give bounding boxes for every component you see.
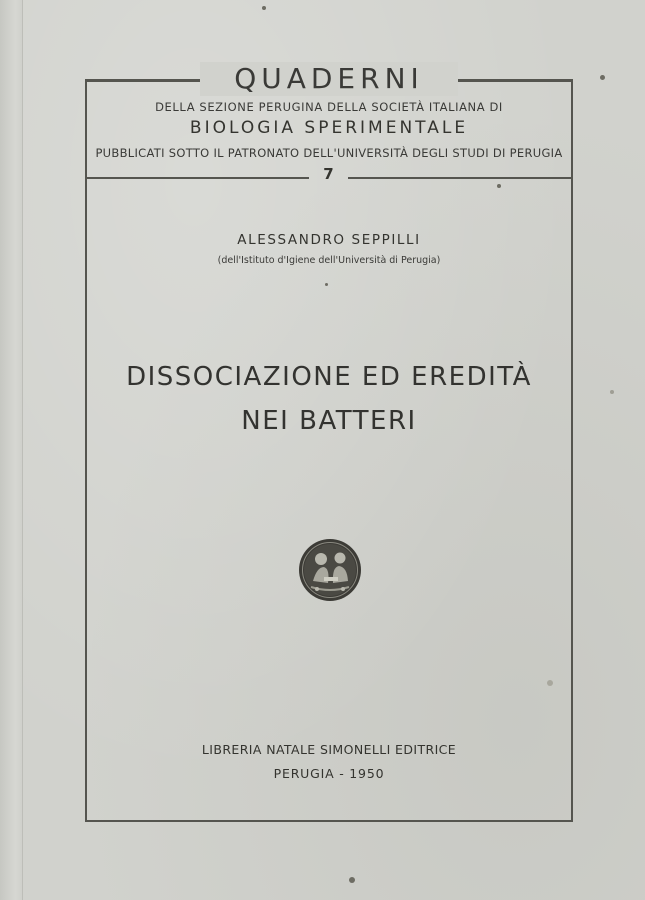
paper-speck (610, 390, 614, 394)
paper-speck (600, 75, 605, 80)
issue-rule-left (87, 177, 309, 179)
issue-number: 7 (323, 165, 334, 183)
author-affiliation: (dell'Istituto d'Igiene dell'Università di Perugia) (217, 255, 441, 266)
publication-place-year: PERUGIA - 1950 (273, 766, 385, 781)
paper-speck (547, 680, 553, 686)
issue-rule-right (348, 177, 571, 179)
publisher-emblem-icon (297, 537, 363, 603)
book-title-line1: DISSOCIAZIONE ED EREDITÀ (126, 362, 532, 392)
cover-spine-edge (0, 0, 23, 900)
series-subtitle-line3: PUBBLICATI SOTTO IL PATRONATO DELL'UNIVERSITÀ DEGLI STUDI DI PERUGIA (95, 146, 563, 160)
top-rule-left (85, 79, 200, 81)
series-subtitle-line1: DELLA SEZIONE PERUGINA DELLA SOCIETÀ ITALIANA DI (155, 100, 503, 114)
series-title: QUADERNI (200, 62, 458, 96)
series-subtitle-line2: BIOLOGIA SPERIMENTALE (189, 118, 469, 138)
top-rule-right (458, 79, 573, 81)
author-name: ALESSANDRO SEPPILLI (237, 232, 421, 248)
paper-speck (497, 184, 501, 188)
book-title-line2: NEI BATTERI (241, 406, 417, 436)
cover-border-frame (85, 80, 573, 822)
publisher-name: LIBRERIA NATALE SIMONELLI EDITRICE (201, 742, 457, 757)
paper-speck (349, 877, 355, 883)
paper-speck (262, 6, 266, 10)
paper-speck (325, 283, 328, 286)
